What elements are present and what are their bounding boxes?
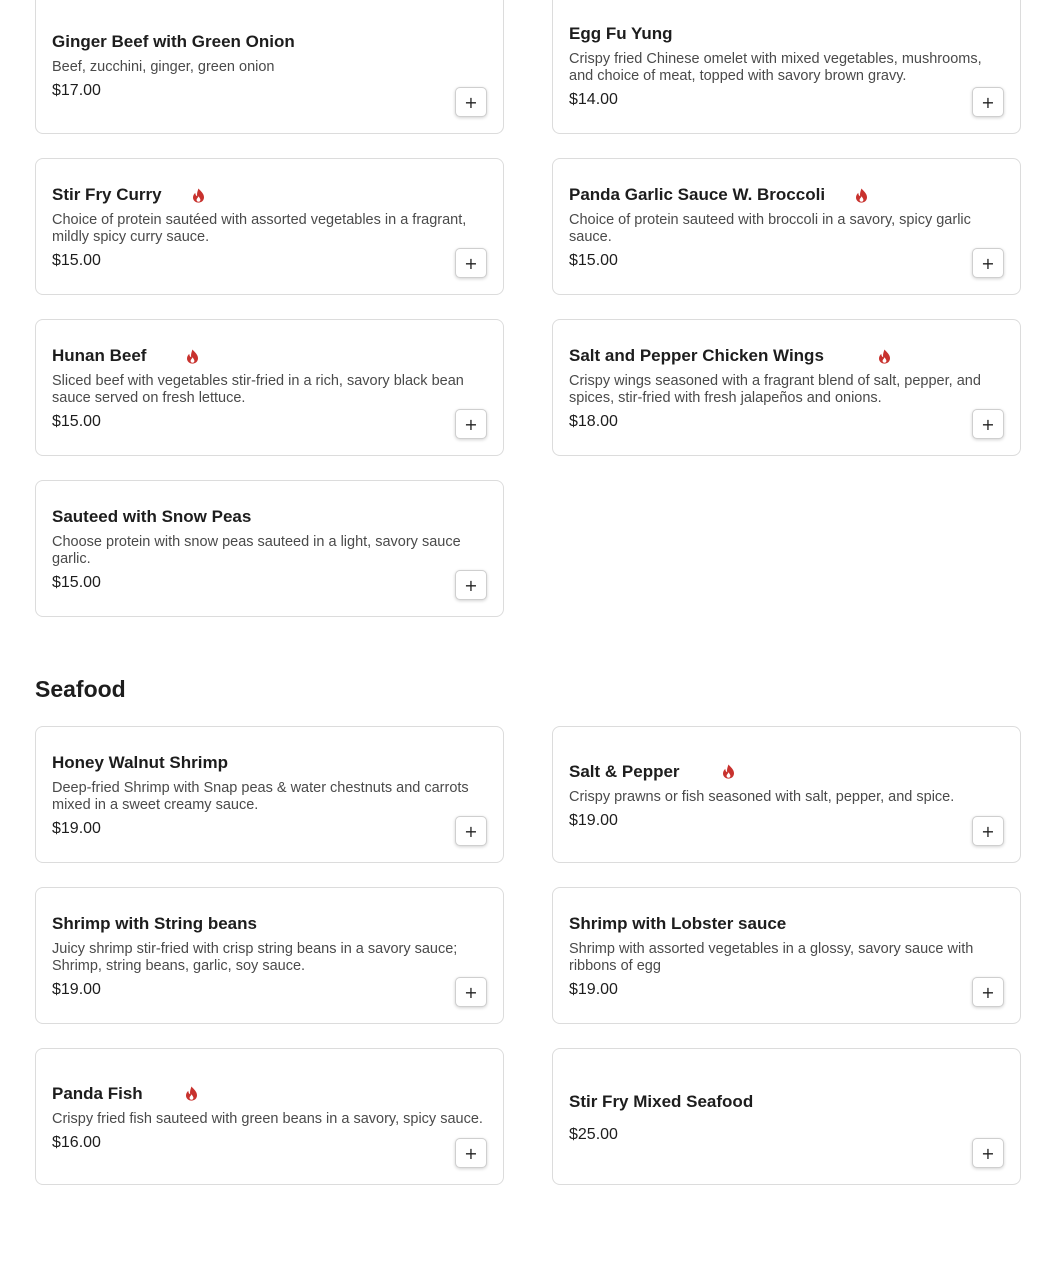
flame-icon: [878, 348, 892, 364]
menu-item-card[interactable]: [552, 319, 1021, 456]
item-price: $15.00: [569, 252, 618, 269]
item-price: $19.00: [569, 981, 618, 998]
add-to-cart-button[interactable]: +: [972, 409, 1004, 439]
flame-icon: [186, 348, 200, 364]
item-name: Salt & Pepper: [569, 761, 680, 781]
menu-item-card[interactable]: [35, 319, 504, 456]
item-price: $19.00: [52, 820, 101, 837]
add-to-cart-button[interactable]: +: [455, 409, 487, 439]
item-description: Deep-fried Shrimp with Snap peas & water chestnuts and carrots mixed in a sweet creamy sauce.: [52, 780, 469, 813]
add-to-cart-button[interactable]: +: [455, 816, 487, 846]
item-description: Crispy prawns or fish seasoned with salt, pepper, and spice.: [569, 788, 955, 805]
menu-item-card[interactable]: [35, 1048, 504, 1185]
item-price: $25.00: [569, 1125, 618, 1143]
add-to-cart-button[interactable]: +: [455, 248, 487, 278]
item-price: $18.00: [569, 413, 618, 430]
flame-icon: [722, 764, 736, 780]
item-description: Choice of protein sauteed with broccoli in a savory, spicy garlic sauce.: [569, 212, 971, 245]
item-name: Shrimp with String beans: [52, 914, 257, 933]
add-to-cart-button[interactable]: +: [455, 977, 487, 1007]
item-price: $17.00: [52, 82, 101, 99]
add-to-cart-button[interactable]: +: [972, 1138, 1004, 1168]
menu-item-card[interactable]: [552, 158, 1021, 295]
item-description: Choose protein with snow peas sauteed in a light, savory sauce garlic.: [52, 534, 461, 567]
item-description: Crispy wings seasoned with a fragrant blend of salt, pepper, and spices, stir-fried with fresh jalapeños and onions.: [569, 373, 981, 406]
item-name: Sauteed with Snow Peas: [52, 507, 252, 526]
menu-item-card[interactable]: [35, 0, 504, 134]
add-to-cart-button[interactable]: +: [455, 1138, 487, 1168]
item-description: Sliced beef with vegetables stir-fried in a rich, savory black bean sauce served on fresh lettuce.: [52, 373, 464, 406]
item-description: Choice of protein sautéed with assorted vegetables in a fragrant, mildly spicy curry sauce.: [52, 212, 467, 245]
flame-icon: [855, 187, 869, 203]
item-name: Hunan Beef: [52, 346, 147, 365]
add-to-cart-button[interactable]: +: [455, 570, 487, 600]
item-name: Panda Fish: [52, 1083, 143, 1103]
add-to-cart-button[interactable]: +: [972, 87, 1004, 117]
add-to-cart-button[interactable]: +: [972, 977, 1004, 1007]
item-name: Stir Fry Mixed Seafood: [569, 1091, 754, 1111]
item-description: Shrimp with assorted vegetables in a glossy, savory sauce with ribbons of egg: [569, 941, 974, 974]
item-name: Egg Fu Yung: [569, 23, 673, 43]
menu-item-card[interactable]: [552, 887, 1021, 1024]
item-name: Salt and Pepper Chicken Wings: [569, 346, 824, 365]
add-to-cart-button[interactable]: +: [455, 87, 487, 117]
item-name: Shrimp with Lobster sauce: [569, 914, 787, 933]
item-name: Ginger Beef with Green Onion: [52, 32, 295, 51]
item-description: Juicy shrimp stir-fried with crisp string beans in a savory sauce; Shrimp, string beans, garlic, soy sauce.: [52, 941, 458, 974]
item-price: $15.00: [52, 413, 101, 430]
item-price: $15.00: [52, 252, 101, 269]
add-to-cart-button[interactable]: +: [972, 816, 1004, 846]
menu-item-card[interactable]: [35, 726, 504, 863]
item-price: $16.00: [52, 1133, 101, 1151]
item-price: $15.00: [52, 574, 101, 591]
flame-icon: [185, 1086, 199, 1102]
menu-item-card[interactable]: [35, 887, 504, 1024]
item-price: $14.00: [569, 90, 618, 108]
item-description: Crispy fried Chinese omelet with mixed vegetables, mushrooms, and choice of meat, topped with savory brown gravy.: [569, 50, 982, 84]
add-to-cart-button[interactable]: +: [972, 248, 1004, 278]
item-description: Crispy fried fish sauteed with green beans in a savory, spicy sauce.: [52, 1110, 483, 1127]
flame-icon: [192, 187, 206, 203]
item-name: Panda Garlic Sauce W. Broccoli: [569, 185, 826, 204]
menu-item-card[interactable]: [552, 726, 1021, 863]
item-price: $19.00: [569, 811, 618, 829]
menu-item-card[interactable]: [35, 158, 504, 295]
item-name: Stir Fry Curry: [52, 185, 162, 204]
menu-item-card[interactable]: [552, 1048, 1021, 1185]
menu-item-card[interactable]: [35, 480, 504, 617]
section-title-seafood: Seafood: [35, 676, 126, 702]
item-description: Beef, zucchini, ginger, green onion: [52, 59, 275, 75]
item-price: $19.00: [52, 981, 101, 998]
item-name: Honey Walnut Shrimp: [52, 753, 228, 772]
menu-item-card[interactable]: [552, 0, 1021, 134]
